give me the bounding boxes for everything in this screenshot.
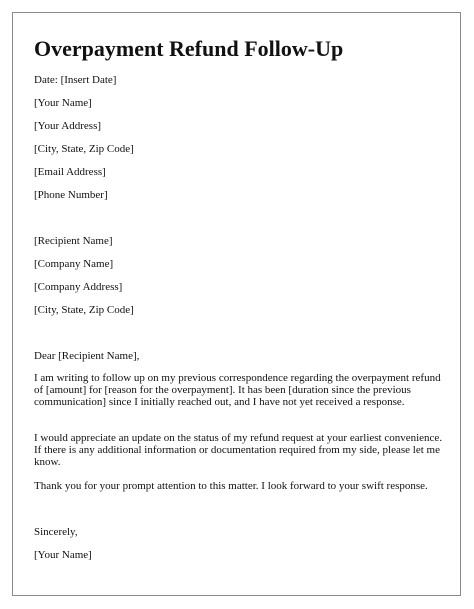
sender-city: [City, State, Zip Code] — [34, 143, 134, 155]
letter-page — [12, 12, 461, 596]
recipient-name: [Recipient Name] — [34, 235, 113, 247]
body-paragraph-1: I am writing to follow up on my previous correspondence regarding the overpayment refund of [amount] for [reason for the overpayment]. It has been [duration since the previous communication] since I initially reached out, and I have not yet received a response. — [34, 372, 441, 408]
closing: Sincerely, — [34, 526, 78, 538]
recipient-address: [Company Address] — [34, 281, 123, 293]
sender-name: [Your Name] — [34, 97, 92, 109]
sender-date: Date: [Insert Date] — [34, 74, 117, 86]
body-paragraph-3: Thank you for your prompt attention to this matter. I look forward to your swift response. — [34, 480, 428, 492]
body-paragraph-2: I would appreciate an update on the status of my refund request at your earliest convenience. If there is any additional information or documentation required from my side, please let me know. — [34, 432, 443, 468]
salutation: Dear [Recipient Name], — [34, 350, 140, 362]
recipient-city: [City, State, Zip Code] — [34, 304, 134, 316]
letter-title: Overpayment Refund Follow-Up — [34, 36, 344, 61]
sender-email: [Email Address] — [34, 166, 106, 178]
sender-phone: [Phone Number] — [34, 189, 108, 201]
recipient-company: [Company Name] — [34, 258, 114, 270]
sender-address: [Your Address] — [34, 120, 102, 132]
signature: [Your Name] — [34, 549, 92, 561]
